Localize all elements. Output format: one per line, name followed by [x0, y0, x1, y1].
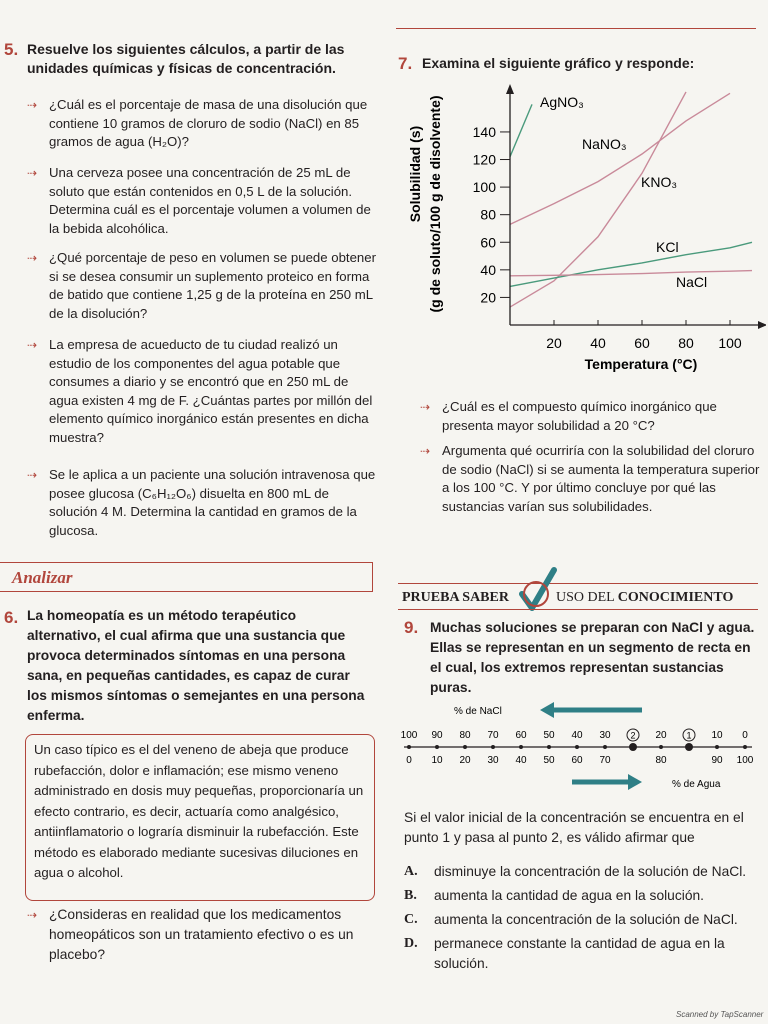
- agua-tick-label: 90: [711, 755, 723, 766]
- q5-item-5: ⇢ Se le aplica a un paciente una solución intravenosa que posee glucosa (C₆H₁₂O₆) disuelta en 800 mL de solución 4 M. Determina la cantidad en gramos de la glucosa.: [27, 467, 376, 538]
- q5-number: 5.: [4, 40, 19, 59]
- option-b-text: aumenta la cantidad de agua en la solución.: [434, 888, 705, 903]
- x-tick-label-3: 80: [678, 335, 694, 351]
- q9-title: Muchas soluciones se preparan con NaCl y agua. Ellas se representan en un segmento de recta en el cual, los extremos representan sustancias puras.: [430, 620, 755, 695]
- agua-tick-label: 20: [459, 755, 471, 766]
- agua-tick-label: 80: [655, 755, 667, 766]
- nacl-tick-label: 10: [711, 730, 723, 741]
- prueba-saber-label: PRUEBA SABER: [402, 590, 509, 605]
- label-agno3: AgNO₃: [540, 94, 584, 110]
- q7-item-1: ⇢ ¿Cuál es el compuesto químico inorgánico que presenta mayor solubilidad a 20 °C?: [420, 399, 717, 433]
- solubility-chart: [398, 80, 766, 380]
- q5-item-3: ⇢ ¿Qué porcentaje de peso en volumen se puede obtener si se desea consumir un suplemento proteico en forma de batido que contiene 1,25 g de la proteína en 250 mL de la disolución?: [27, 250, 376, 321]
- agua-percent-label: % de Agua: [672, 779, 721, 790]
- option-c[interactable]: [404, 910, 758, 930]
- tick-dot: [575, 745, 579, 749]
- top-rule: [396, 28, 756, 29]
- x-axis-arrow-icon: [758, 321, 766, 329]
- left-arrow-icon: [540, 702, 554, 718]
- nacl-tick-label: 70: [487, 730, 499, 741]
- q9-number: 9.: [404, 618, 419, 637]
- nacl-percent-label: % de NaCl: [454, 706, 502, 717]
- label-nacl: NaCl: [676, 274, 708, 290]
- q6-box: Un caso típico es el del veneno de abeja que produce rubefacción, dolor e inflamación; ese mismo veneno administrado en dosis muy pequeñas, proporcionaría un efecto contrario, es decir, actuaría como analgésico, antiinflamatorio o lograría disminuir la rubefacción. Este método es elaborado mediante sucesivas diluciones en agua o alcohol.: [25, 734, 375, 901]
- nacl-tick-label: 60: [515, 730, 527, 741]
- y-tick-label-5: 120: [472, 151, 496, 168]
- agua-tick-label: 10: [431, 755, 443, 766]
- arrow-icon: ⇢: [27, 166, 38, 180]
- option-d-letter: D.: [404, 936, 418, 951]
- arrow-icon: ⇢: [420, 400, 431, 414]
- agua-tick-label: 30: [487, 755, 499, 766]
- option-a[interactable]: [404, 862, 758, 882]
- series-line-0: [510, 104, 532, 156]
- nacl-water-line: [396, 700, 766, 792]
- scanner-footer: Scanned by TapScanner: [676, 1010, 764, 1019]
- right-arrow-icon: [628, 774, 642, 790]
- point-marker: [629, 743, 637, 751]
- y-tick-label-4: 100: [472, 179, 496, 196]
- arrow-icon: ⇢: [27, 908, 38, 922]
- nacl-tick-label: 100: [400, 730, 418, 741]
- tick-dot: [463, 745, 467, 749]
- y-axis-label-units: (g de soluto/100 g de disolvente): [427, 95, 443, 313]
- uso-del-conocimiento: [556, 590, 733, 606]
- agua-tick-label: 60: [571, 755, 583, 766]
- tick-dot: [547, 745, 551, 749]
- option-b-letter: B.: [404, 888, 417, 903]
- option-d-text: permanece constante la cantidad de agua en la solución.: [434, 936, 725, 971]
- option-a-text: disminuye la concentración de la solución de NaCl.: [434, 864, 747, 879]
- label-kno3: KNO₃: [641, 174, 678, 190]
- uso-del-label: USO DEL: [556, 590, 615, 605]
- arrow-icon: ⇢: [27, 98, 38, 112]
- agua-tick-label: 70: [599, 755, 611, 766]
- series-line-4: [510, 271, 752, 276]
- option-a-letter: A.: [404, 864, 418, 879]
- option-d[interactable]: [404, 934, 758, 974]
- tick-dot: [603, 745, 607, 749]
- point-2-label: 2: [630, 730, 636, 741]
- y-tick-label-2: 60: [480, 234, 496, 251]
- q5-item-4: ⇢ La empresa de acueducto de tu ciudad realizó un estudio de los componentes del agua potable que consumes a diario y se encontró que en 250 mL de agua existen 4 mg de F. ¿Cuántas partes por millón del elemento químico inorgánico están presentes en dicha muestra?: [27, 337, 373, 445]
- y-axis-arrow-icon: [506, 84, 514, 94]
- label-kcl: KCl: [656, 239, 679, 255]
- y-tick-label-0: 20: [480, 289, 496, 306]
- q5-item-2: ⇢ Una cerveza posee una concentración de 25 mL de soluto que están contenidos en 0,5 L de la solución. Determina cuál es el porcentaje volumen a volumen de la bebida alcohólica.: [27, 165, 371, 236]
- q5-title: Resuelve los siguientes cálculos, a partir de las unidades químicas y físicas de concentración.: [27, 41, 345, 76]
- x-tick-label-1: 40: [590, 335, 606, 351]
- tick-dot: [743, 745, 747, 749]
- nacl-tick-label: 40: [571, 730, 583, 741]
- q7-title: Examina el siguiente gráfico y responde:: [422, 55, 695, 71]
- label-nano3: NaNO₃: [582, 136, 627, 152]
- tick-dot: [491, 745, 495, 749]
- x-tick-label-0: 20: [546, 335, 562, 351]
- arrow-icon: ⇢: [420, 444, 431, 458]
- tick-dot: [715, 745, 719, 749]
- series-line-3: [510, 242, 752, 286]
- nacl-tick-label: 50: [543, 730, 555, 741]
- option-b[interactable]: [404, 886, 758, 906]
- nacl-tick-label: 80: [459, 730, 471, 741]
- q9-options: [404, 862, 758, 974]
- q5-item-1: ⇢ ¿Cuál es el porcentaje de masa de una disolución que contiene 10 gramos de cloruro de sodio (NaCl) en 85 gramos de agua (H₂O)?: [27, 97, 368, 149]
- nacl-tick-label: 0: [742, 730, 748, 741]
- agua-tick-label: 50: [543, 755, 555, 766]
- option-c-letter: C.: [404, 912, 418, 927]
- q6-question: ⇢ ¿Consideras en realidad que los medicamentos homeopáticos son un tratamiento efectivo o es un placebo?: [27, 907, 354, 962]
- tick-dot: [519, 745, 523, 749]
- tick-dot: [659, 745, 663, 749]
- agua-tick-label: 100: [736, 755, 754, 766]
- x-tick-label-4: 100: [718, 335, 742, 351]
- q6-title: La homeopatía es un método terapéutico alternativo, el cual afirma que una sustancia que provoca determinados síntomas en una persona sana, en pequeñas cantidades, es capaz de curar los mismos síntomas o semejantes en una persona enferma.: [27, 608, 365, 723]
- analizar-label: Analizar: [12, 568, 73, 587]
- prueba-rule-top: [398, 583, 758, 584]
- arrow-icon: ⇢: [27, 468, 38, 482]
- q7-number: 7.: [398, 54, 413, 73]
- arrow-icon: ⇢: [27, 338, 38, 352]
- prueba-rule-bottom: [398, 609, 758, 610]
- agua-tick-label: 40: [515, 755, 527, 766]
- nacl-tick-label: 90: [431, 730, 443, 741]
- option-c-text: aumenta la concentración de la solución de NaCl.: [434, 912, 738, 927]
- tick-dot: [435, 745, 439, 749]
- q7-item-2: ⇢ Argumenta qué ocurriría con la solubilidad del cloruro de sodio (NaCl) si se aumenta la temperatura superior a los 100 °C. Y por último concluye por qué las sustancias varían sus solubilidades.: [420, 443, 760, 514]
- y-tick-label-3: 80: [480, 206, 496, 223]
- checkmark-icon: [518, 566, 558, 614]
- q6-number: 6.: [4, 608, 19, 627]
- nacl-tick-label: 30: [599, 730, 611, 741]
- y-tick-label-6: 140: [472, 123, 496, 140]
- agua-tick-label: 0: [406, 755, 412, 766]
- x-tick-label-2: 60: [634, 335, 650, 351]
- tick-dot: [407, 745, 411, 749]
- x-axis-label: Temperatura (°C): [584, 356, 698, 372]
- point-marker: [685, 743, 693, 751]
- conocimiento-label: CONOCIMIENTO: [617, 590, 734, 605]
- y-axis-label: Solubilidad (s): [407, 125, 423, 223]
- arrow-icon: ⇢: [27, 251, 38, 265]
- nacl-tick-label: 20: [655, 730, 667, 741]
- y-tick-label-1: 40: [480, 261, 496, 278]
- point-1-label: 1: [686, 730, 692, 741]
- q9-stem: Si el valor inicial de la concentración se encuentra en el punto 1 y pasa al punto 2, es válido afirmar que: [404, 810, 744, 845]
